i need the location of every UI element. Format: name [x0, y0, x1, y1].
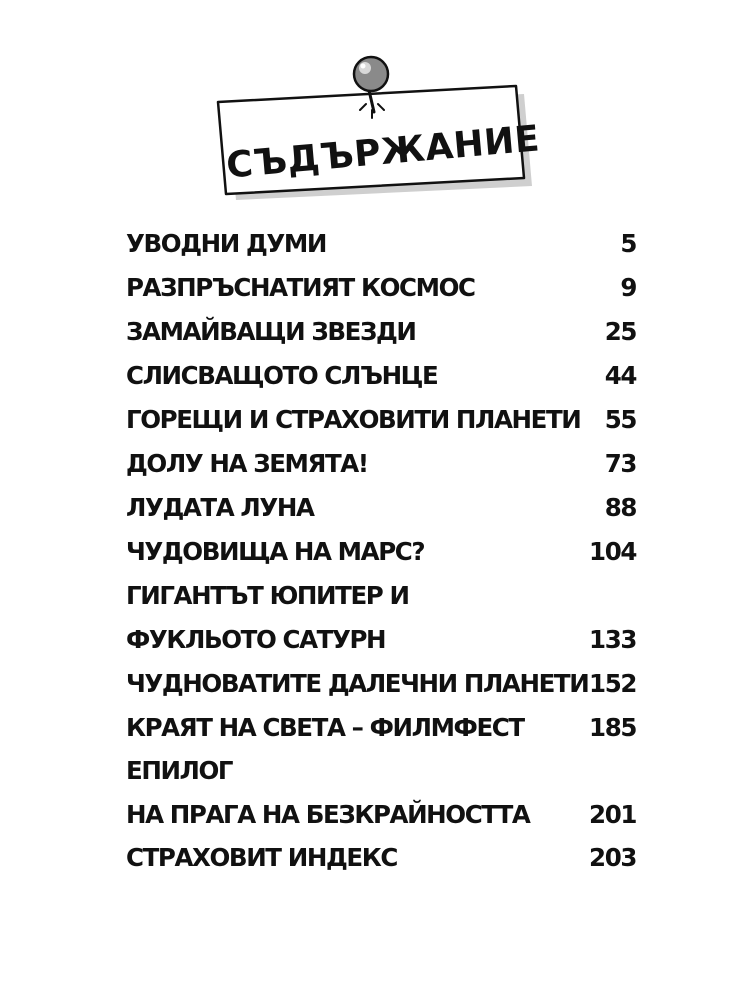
- toc-row: [126, 574, 636, 618]
- toc-page-number: 104: [589, 537, 636, 566]
- toc-title: ЗАМАЙВАЩИ ЗВЕЗДИ: [126, 317, 416, 346]
- toc-title: ДОЛУ НА ЗЕМЯТА!: [126, 449, 368, 478]
- toc-page-number: 9: [620, 273, 636, 302]
- toc-page-number: 73: [604, 449, 636, 478]
- push-pin-icon: [354, 57, 388, 91]
- toc-title: УВОДНИ ДУМИ: [126, 229, 326, 258]
- toc-title: ГИГАНТЪТ ЮПИТЕР И: [126, 581, 409, 610]
- toc-title: ЧУДОВИЩА НА МАРС?: [126, 537, 425, 566]
- toc-page-number: 185: [589, 713, 636, 742]
- toc-row: [126, 266, 636, 310]
- toc-title-epilogue-heading: ЕПИЛОГ: [126, 756, 233, 785]
- title-note: [0, 0, 755, 230]
- toc-page-number: 55: [604, 405, 636, 434]
- toc-title: КРАЯТ НА СВЕТА – ФИЛМФЕСТ: [126, 713, 524, 742]
- toc-title: ГОРЕЩИ И СТРАХОВИТИ ПЛАНЕТИ: [126, 405, 581, 434]
- toc-row: [126, 706, 636, 750]
- toc-row-index: [126, 836, 636, 880]
- toc-title-epilogue-subtitle: НА ПРАГА НА БЕЗКРАЙНОСТТА: [126, 800, 530, 829]
- title-note-graphic: [0, 0, 755, 230]
- toc-row: [126, 486, 636, 530]
- table-of-contents: [126, 222, 636, 880]
- toc-page-number: 25: [604, 317, 636, 346]
- toc-row: [126, 310, 636, 354]
- toc-epilogue-line: [126, 798, 636, 832]
- page-title: СЪДЪРЖАНИЕ: [224, 118, 542, 187]
- toc-row: [126, 398, 636, 442]
- toc-page-number: 133: [589, 625, 636, 654]
- toc-title: РАЗПРЪСНАТИЯТ КОСМОС: [126, 273, 475, 302]
- toc-title: ЛУДАТА ЛУНА: [126, 493, 314, 522]
- toc-title: ЧУДНОВАТИТЕ ДАЛЕЧНИ ПЛАНЕТИ: [126, 669, 589, 698]
- toc-page-number: 152: [589, 669, 636, 698]
- toc-page-number: 203: [589, 843, 636, 872]
- toc-title: ФУКЛЬОТО САТУРН: [126, 625, 386, 654]
- toc-row: [126, 530, 636, 574]
- toc-row-epilogue: [126, 754, 636, 832]
- toc-row: [126, 442, 636, 486]
- toc-row: [126, 618, 636, 662]
- toc-row: [126, 662, 636, 706]
- toc-page-number: 88: [604, 493, 636, 522]
- toc-page-number: 201: [589, 800, 636, 829]
- toc-title: СТРАХОВИТ ИНДЕКС: [126, 843, 397, 872]
- toc-row: [126, 354, 636, 398]
- toc-title: СЛИСВАЩОТО СЛЪНЦЕ: [126, 361, 438, 390]
- toc-page-number: 5: [620, 229, 636, 258]
- toc-row: [126, 222, 636, 266]
- toc-page-number: 44: [604, 361, 636, 390]
